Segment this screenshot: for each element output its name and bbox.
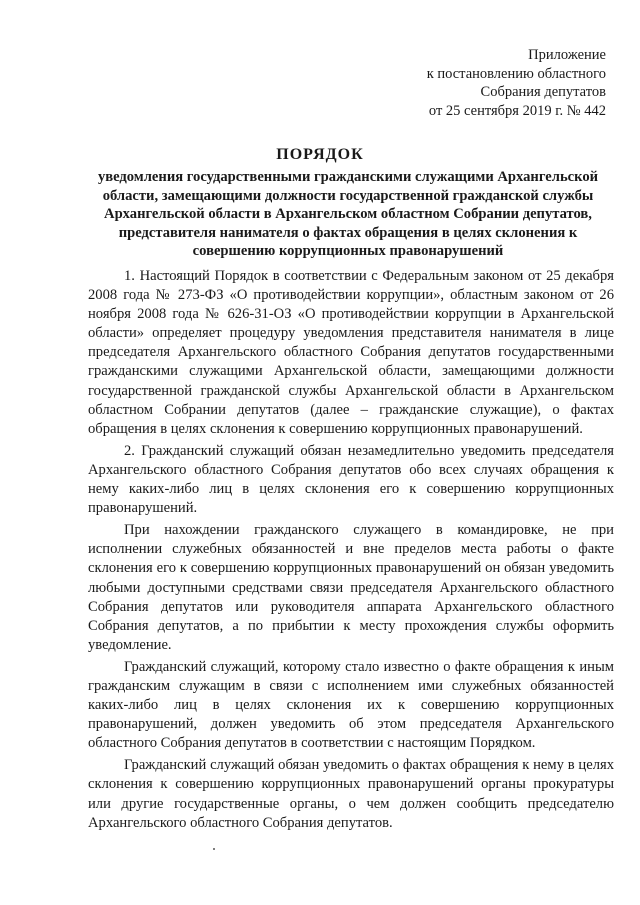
document-subtitle: уведомления государственными гражданскими служащими Архангельской области, замещающими должности государственной гражданской службы Архангельской области в Архангельском областном Собрании депутатов, представителя нанимателя о фактах обращения в целях склонения к совершению коррупционных правонарушений <box>97 169 599 260</box>
paragraph-1: 1. Настоящий Порядок в соответствии с Федеральным законом от 25 декабря 2008 года № 273-ФЗ «О противодействии коррупции», областным законом от 26 ноября 2008 года № 626-31-ОЗ «О противодействии коррупции в Архангельской области» определяет процедуру уведомления представителя нанимателя в лице председателя Архангельского областного Собрания депутатов государственными гражданскими служащими Архангельской области, замещающими должности государственной гражданской службы Архангельской области в Архангельском областном Собрании депутатов (далее – гражданские служащие), о фактах обращения в целях склонения к совершению коррупционных правонарушений. <box>88 268 614 437</box>
appendix-line-4: от 25 сентября 2019 г. № 442 <box>428 102 606 119</box>
scan-speck <box>213 848 215 850</box>
appendix-line-3: Собрания депутатов <box>480 84 606 100</box>
paragraph-4: Гражданский служащий, которому стало известно о факте обращения к иным гражданским служащим в связи с исполнением ими служебных обязанностей каких-либо лиц в целях склонения их к совершению коррупционных правонарушений, должен уведомить об этом председателя Архангельского областного Собрания депутатов в соответствии с настоящим Порядком. <box>88 658 614 752</box>
paragraph-2: 2. Гражданский служащий обязан незамедлительно уведомить председателя Архангельского областного Собрания депутатов обо всех случаях обращения к нему каких-либо лиц в целях склонения его к совершению коррупционных правонарушений. <box>88 442 614 517</box>
paragraph-3: При нахождении гражданского служащего в командировке, не при исполнении служебных обязанностей и вне пределов места работы о факте склонения его к совершению коррупционных правонарушений он обязан уведомить любыми доступными средствами связи председателя Архангельского областного Собрания депутатов или руководителя аппарата Архангельского областного Собрания депутатов, а по прибытии к месту прохождения службы оформить уведомление. <box>88 522 614 653</box>
document-title: ПОРЯДОК <box>276 146 364 163</box>
appendix-line-2: к постановлению областного <box>426 65 606 82</box>
appendix-header <box>427 46 606 120</box>
paragraph-5: Гражданский служащий обязан уведомить о фактах обращения к нему в целях склонения к совершению коррупционных правонарушений органы прокуратуры или другие государственные органы, о чем должен сообщить председателю Архангельского областного Собрания депутатов. <box>88 757 614 831</box>
document-body <box>88 267 614 836</box>
appendix-line-1: Приложение <box>528 47 606 63</box>
